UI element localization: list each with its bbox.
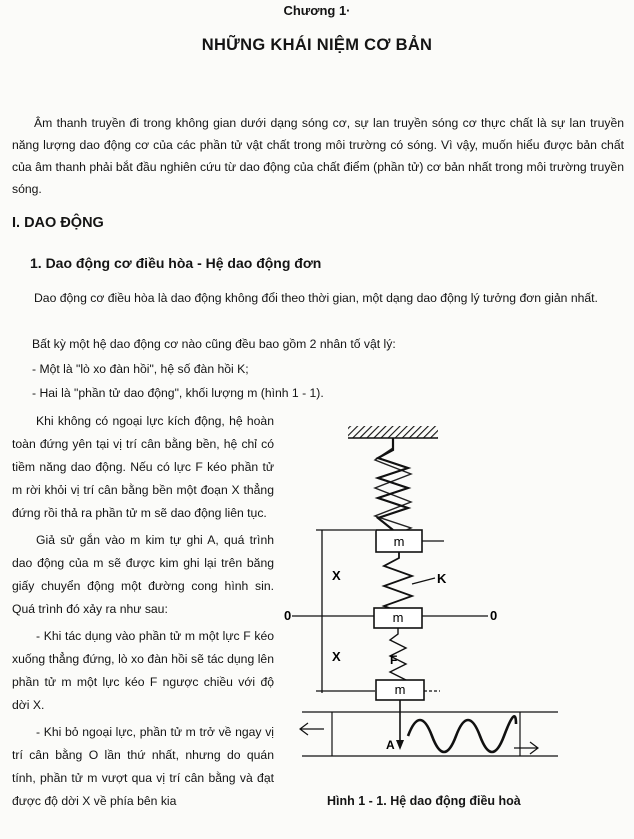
label-o-right: 0 — [490, 608, 498, 623]
tape-arrow-left-icon — [300, 723, 324, 735]
subsection-heading: 1. Dao động cơ điều hòa - Hệ dao động đơn — [30, 255, 322, 271]
spring-mass-figure — [280, 418, 580, 788]
section-heading: I. DAO ĐỘNG — [12, 215, 104, 231]
column-paragraph-force: - Khi tác dụng vào phần tử m một lực F kéo xuống thẳng đứng, lò xo đàn hồi sẽ tác dụng lên phần tử m một lực kéo F ngược chiều với độ dời X. — [12, 629, 274, 712]
chapter-label: Chương 1· — [283, 3, 351, 18]
label-a: A — [386, 738, 395, 752]
figure-caption: Hình 1 - 1. Hệ dao động điều hoà — [327, 794, 521, 808]
spring-compressed — [378, 438, 408, 530]
factor-item-mass: - Hai là "phần tử dao động", khối lượng m (hình 1 - 1). — [32, 386, 324, 400]
mass-label-lower: m — [394, 682, 406, 697]
label-f: F — [390, 653, 398, 667]
text-column — [12, 410, 274, 813]
column-paragraph-pen: Giả sử gắn vào m kim tự ghi A, quá trình dao động của m sẽ được kim ghi lại trên băng giấy chuyển động một đường cong hình sin. Quá trình đó xảy ra như sau: — [12, 533, 274, 616]
k-pointer — [412, 578, 435, 584]
tape-arrow-right-icon — [514, 742, 538, 754]
label-o-left: 0 — [284, 608, 292, 623]
mass-label-middle: m — [392, 610, 404, 625]
pen-tip — [396, 740, 404, 750]
ceiling-hatch — [348, 426, 438, 438]
column-paragraph-release: - Khi bỏ ngoại lực, phần tử m trở về ngay vị trí cân bằng O lần thứ nhất, nhưng do quán tính, phần tử m vượt qua vị trí cân bằng và đạt được độ dời X về phía bên kia — [12, 725, 274, 808]
intro-paragraph: Âm thanh truyền đi trong không gian dưới dạng sóng cơ, sự lan truyền sóng cơ thực chất là sự lan truyền năng lượng dao động cơ của các phần tử vật chất trong môi trường có sóng. Vì vậy, muốn hiểu được bản chất của âm thanh phải bắt đầu nghiên cứu từ dao động của chất điểm (phần tử) cơ bản nhất trong môi trường truyền sóng. — [12, 116, 624, 196]
sine-trace — [408, 716, 516, 752]
label-k: K — [437, 571, 447, 586]
mass-label-upper: m — [393, 534, 405, 549]
label-x-upper: X — [332, 568, 341, 583]
spring-middle — [384, 552, 412, 612]
factors-intro: Bất kỳ một hệ dao động cơ nào cũng đều bao gồm 2 nhân tố vật lý: — [32, 337, 396, 351]
column-paragraph-rest: Khi không có ngoại lực kích động, hệ hoàn toàn đứng yên tại vị trí cân bằng bền, hệ chỉ có tiềm năng dao động. Nếu có lực F kéo phần tử m rời khỏi vị trí cân bằng bền một đoạn X thẳng đứng rồi thả ra phần tử m sẽ dao động liên tục. — [12, 414, 274, 520]
label-x-lower: X — [332, 649, 341, 664]
chapter-title: NHỮNG KHÁI NIỆM CƠ BẢN — [201, 36, 433, 54]
factor-item-spring: - Một là "lò xo đàn hồi", hệ số đàn hồi K; — [32, 362, 249, 376]
definition-paragraph: Dao động cơ điều hòa là dao động không đổi theo thời gian, một dạng dao động lý tưởng đơn giản nhất. — [34, 291, 598, 305]
